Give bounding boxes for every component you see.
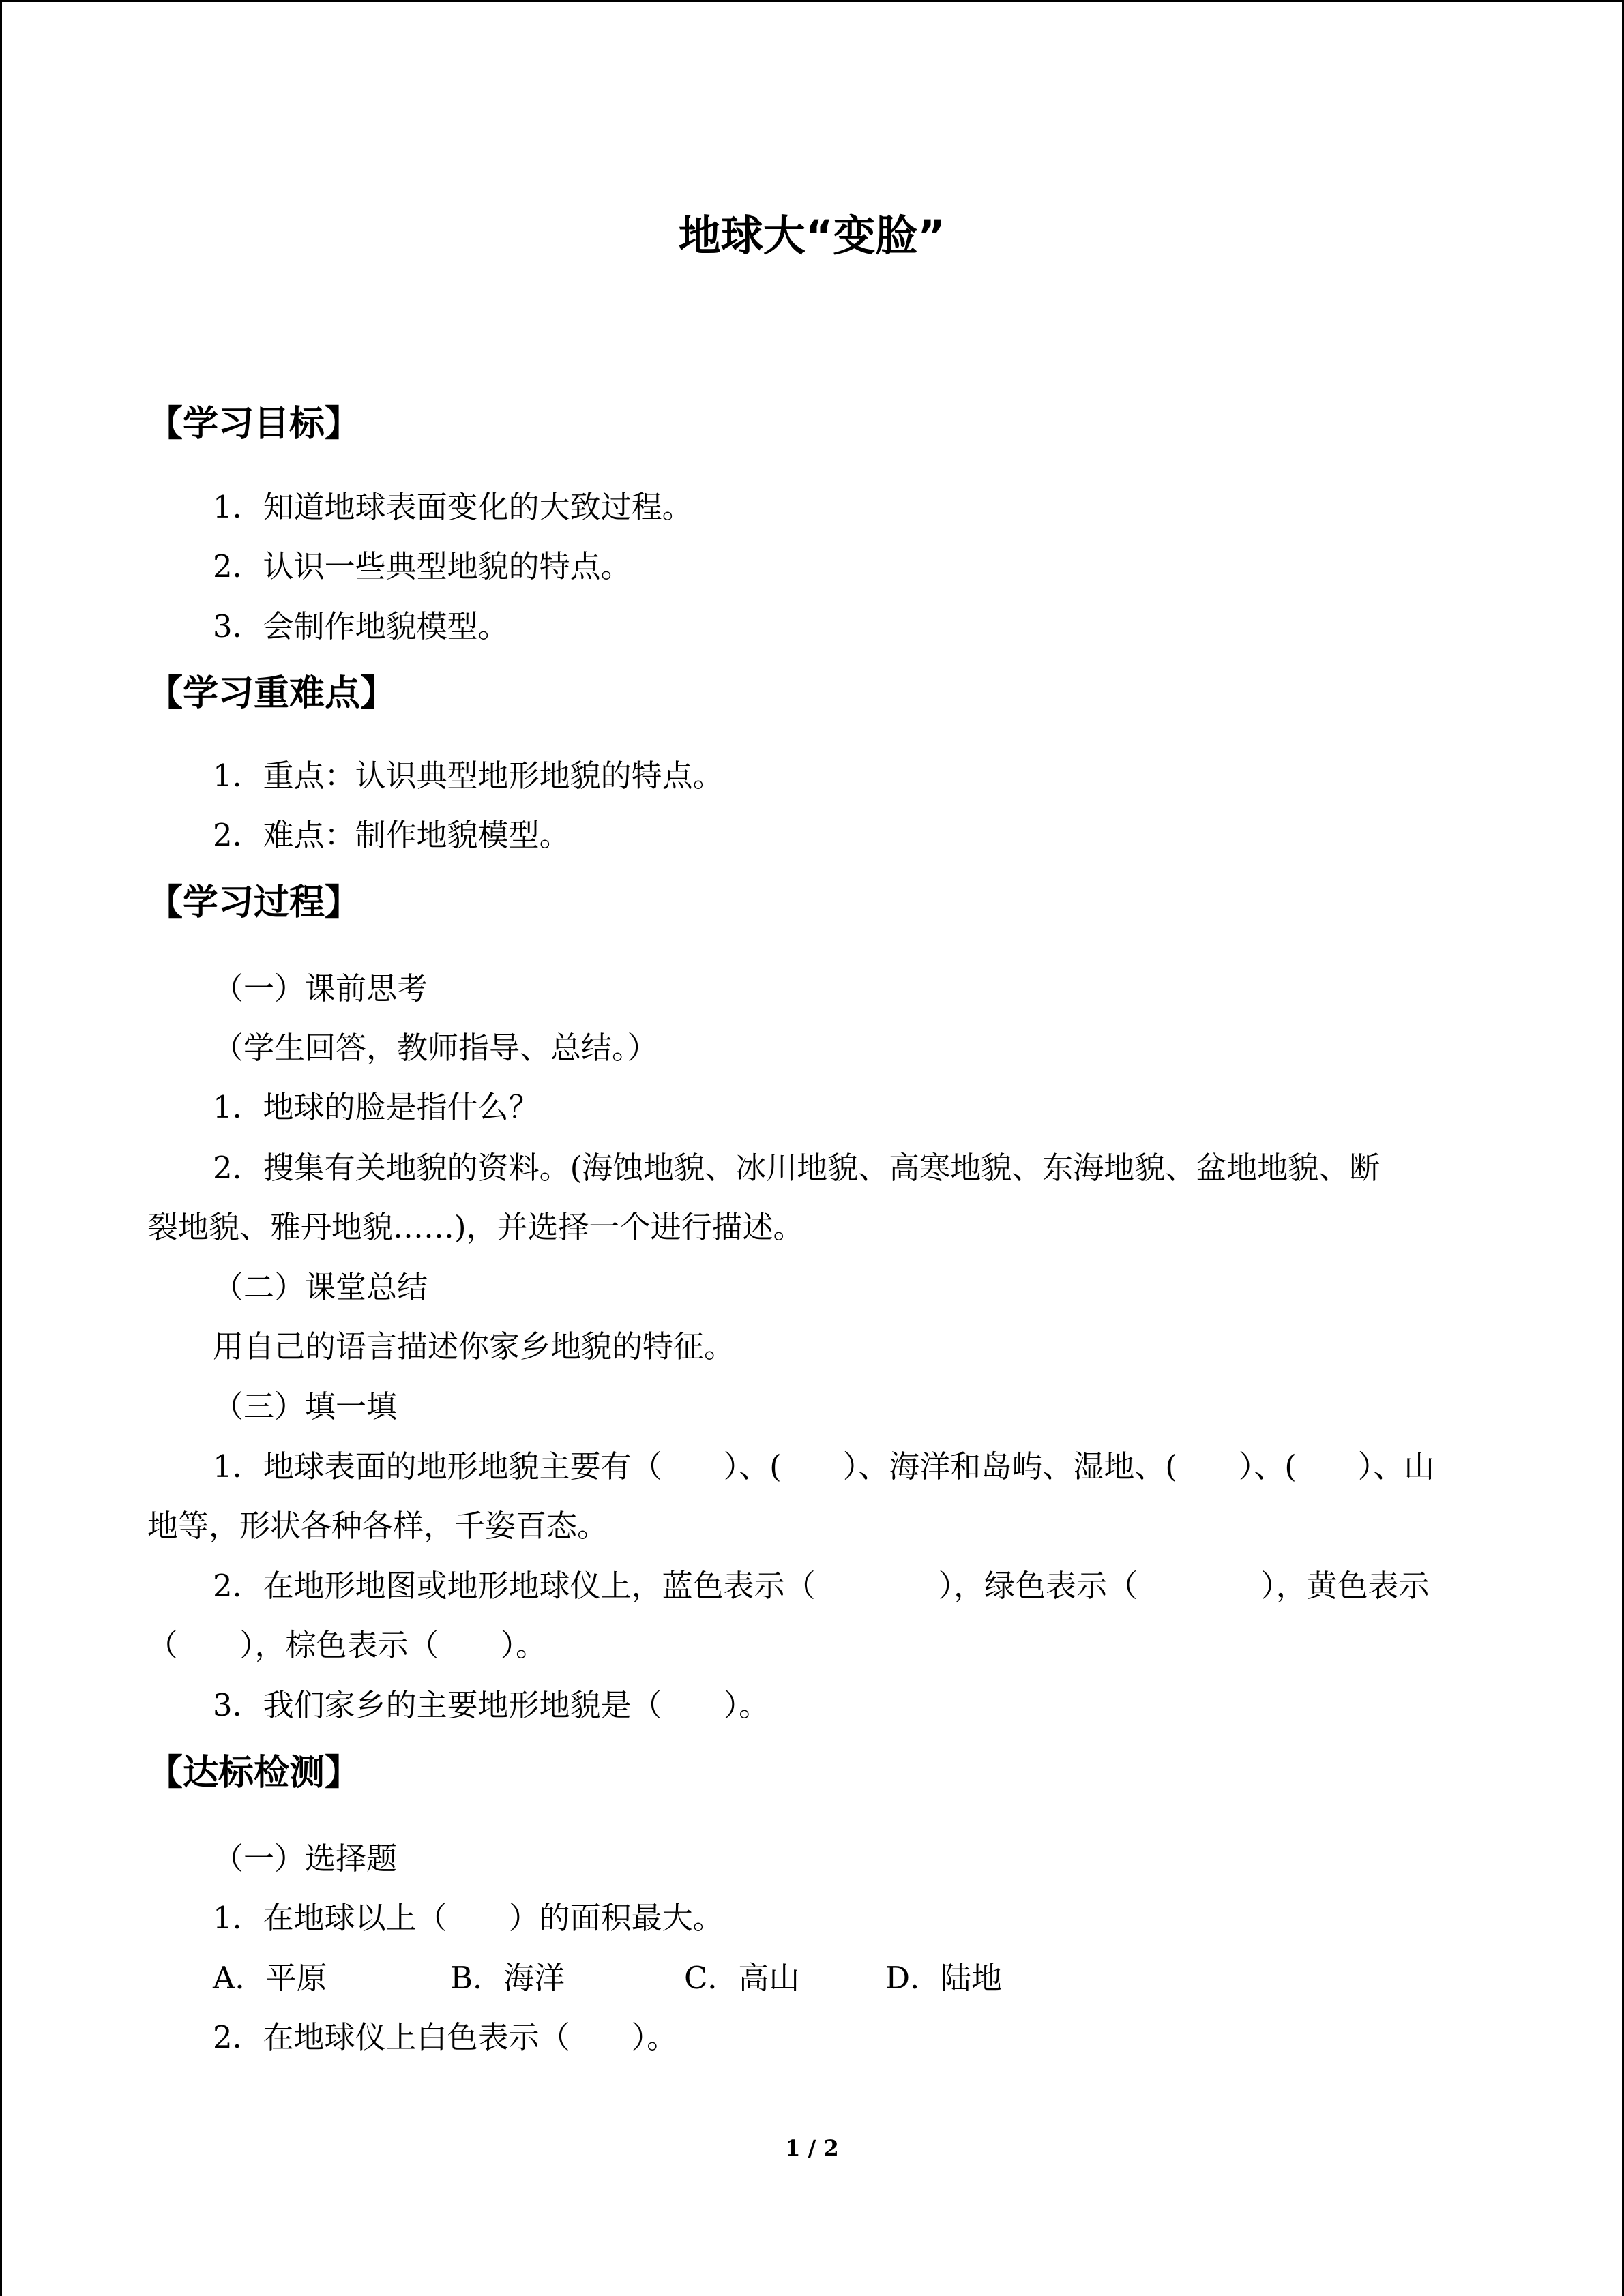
process-part3-q2-line1: 2．在地形地图或地形地球仪上，蓝色表示（ ），绿色表示（ ），黄色表示 <box>213 1568 1430 1604</box>
key-item-2: 2．难点：制作地貌模型。 <box>213 817 570 853</box>
test-q2: 2．在地球仪上白色表示（ ）。 <box>213 2019 678 2055</box>
process-part3-q2-line2: （ ），棕色表示（ ）。 <box>147 1627 547 1663</box>
goal-item-1: 1．知道地球表面变化的大致过程。 <box>213 489 693 525</box>
process-part1-q2-line1: 2．搜集有关地貌的资料。(海蚀地貌、冰川地貌、高寒地貌、东海地貌、盆地地貌、断 <box>213 1150 1381 1186</box>
page-border-left <box>0 0 2 2296</box>
process-part3-q1-line1: 1．地球表面的地形地貌主要有（ ）、( ）、海洋和岛屿、湿地、( ）、( ）、山 <box>213 1448 1435 1485</box>
process-part3-q3: 3．我们家乡的主要地形地貌是（ ）。 <box>213 1687 770 1723</box>
process-part1-q1: 1．地球的脸是指什么？ <box>213 1089 540 1125</box>
process-part1-q2-line2: 裂地貌、雅丹地貌……)，并选择一个进行描述。 <box>147 1209 804 1245</box>
process-part3-q1-line2: 地等，形状各种各样，千姿百态。 <box>147 1508 608 1544</box>
heading-learning-process: 【学习过程】 <box>147 882 361 923</box>
heading-key-points: 【学习重难点】 <box>147 673 396 714</box>
test-part1-title: （一）选择题 <box>213 1840 398 1877</box>
process-part3-title: （三）填一填 <box>213 1388 398 1425</box>
goal-item-2: 2．认识一些典型地貌的特点。 <box>213 548 632 584</box>
test-q1-option-c: C．高山 <box>684 1960 800 1996</box>
process-part2-text: 用自己的语言描述你家乡地貌的特征。 <box>213 1328 735 1365</box>
page-number: 1 / 2 <box>785 2135 839 2161</box>
process-part1-note: （学生回答，教师指导、总结。） <box>213 1030 658 1066</box>
heading-learning-goals: 【学习目标】 <box>147 404 361 445</box>
test-q1-option-a: A．平原 <box>213 1960 327 1996</box>
page-border-top <box>0 0 1624 2</box>
process-part2-title: （二）课堂总结 <box>213 1269 428 1305</box>
process-part1-title: （一）课前思考 <box>213 970 428 1007</box>
key-item-1: 1．重点：认识典型地形地貌的特点。 <box>213 758 724 794</box>
test-q1-option-b: B．海洋 <box>450 1960 565 1996</box>
test-q1-option-d: D．陆地 <box>885 1960 1003 1996</box>
test-q1: 1．在地球以上（ ）的面积最大。 <box>213 1900 724 1936</box>
goal-item-3: 3．会制作地貌模型。 <box>213 608 509 644</box>
heading-assessment: 【达标检测】 <box>147 1753 361 1793</box>
document-title: 地球大“变脸” <box>678 211 946 260</box>
